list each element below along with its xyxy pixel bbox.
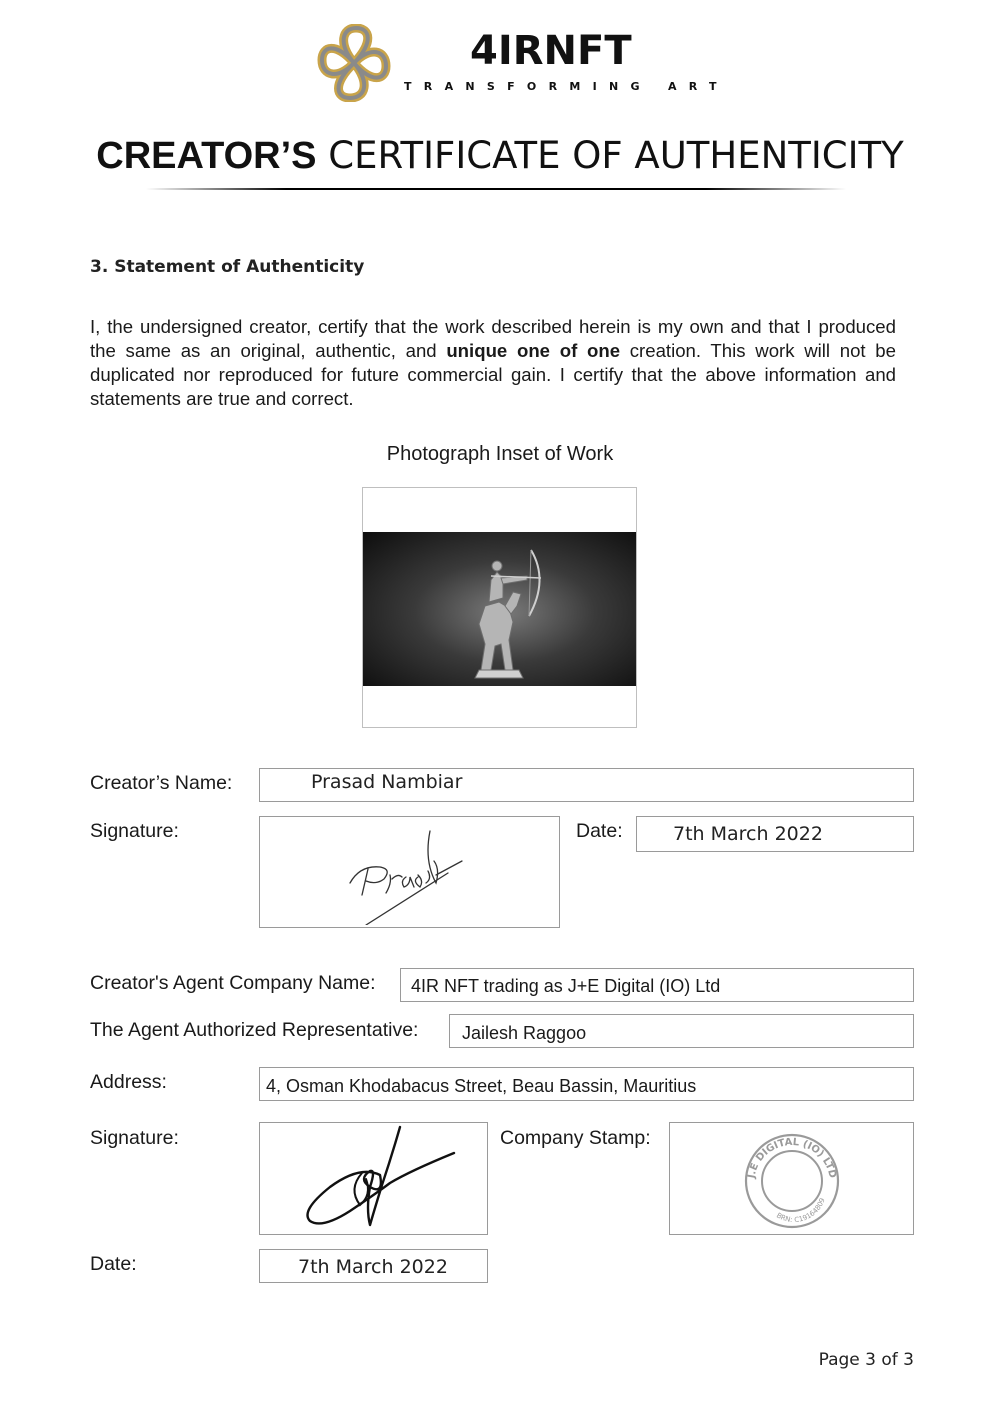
agent-signature-field[interactable]	[259, 1122, 488, 1235]
creator-date-label: Date:	[576, 820, 623, 842]
brand-tagline: TRANSFORMING ART	[404, 80, 729, 93]
agent-signature-label: Signature:	[90, 1127, 179, 1149]
creator-name-value: Prasad Nambiar	[311, 771, 463, 793]
agent-date-label: Date:	[90, 1253, 137, 1275]
agent-address-label: Address:	[90, 1071, 167, 1093]
agent-date-field[interactable]	[259, 1249, 488, 1283]
title-rest: CERTIFICATE OF AUTHENTICITY	[328, 134, 904, 177]
page-title	[0, 134, 1000, 178]
creator-date-value: 7th March 2022	[673, 823, 823, 845]
svg-text:J.E DIGITAL (IO) LTD	[746, 1137, 838, 1180]
stamp-text-top: J.E DIGITAL (IO) LTD	[746, 1136, 838, 1180]
creator-signature-icon	[340, 821, 470, 925]
agent-address-value: 4, Osman Khodabacus Street, Beau Bassin, Mauritius	[266, 1076, 697, 1096]
title-divider	[146, 188, 846, 190]
photo-caption: Photograph Inset of Work	[386, 443, 614, 465]
creator-name-label: Creator’s Name:	[90, 772, 233, 794]
agent-company-label: Creator's Agent Company Name:	[90, 972, 376, 994]
brand-name: 4IRNFT	[470, 28, 632, 74]
agent-rep-value: Jailesh Raggoo	[462, 1023, 587, 1043]
agent-company-value: 4IR NFT trading as J+E Digital (IO) Ltd	[411, 976, 721, 996]
company-stamp-icon	[742, 1131, 842, 1231]
agent-signature-icon	[300, 1125, 460, 1233]
statement-part2: creation. This work will not be duplicated nor reproduced for future commercial gain. I certify that the above information and statements are true and correct.	[90, 340, 896, 409]
horse-archer-statue-icon	[363, 532, 636, 686]
statement-text	[90, 315, 896, 411]
agent-rep-field[interactable]	[449, 1014, 914, 1048]
creator-signature-label: Signature:	[90, 820, 179, 842]
agent-address-field[interactable]	[259, 1067, 914, 1101]
statement-part1: I, the undersigned creator, certify that the work described herein is my own and that I produced the same as an original, authentic, and	[90, 316, 896, 361]
page-number: Page 3 of 3	[818, 1350, 914, 1370]
company-stamp-label: Company Stamp:	[500, 1127, 651, 1149]
agent-date-value: 7th March 2022	[298, 1256, 448, 1278]
creator-name-field[interactable]	[259, 768, 914, 802]
artwork-photo	[363, 532, 636, 686]
section-heading: 3. Statement of Authenticity	[90, 257, 365, 277]
title-bold: CREATOR’S	[96, 135, 317, 177]
logo-mark-icon	[314, 24, 394, 102]
photo-inset	[362, 487, 637, 728]
stamp-text-bottom: BRN: C19164809	[775, 1196, 827, 1225]
creator-date-field[interactable]	[636, 816, 914, 852]
agent-company-field[interactable]	[400, 968, 914, 1002]
company-stamp-field[interactable]	[669, 1122, 914, 1235]
creator-signature-field[interactable]	[259, 816, 560, 928]
statement-bold: unique one of one	[446, 340, 621, 361]
agent-rep-label: The Agent Authorized Representative:	[90, 1019, 419, 1041]
